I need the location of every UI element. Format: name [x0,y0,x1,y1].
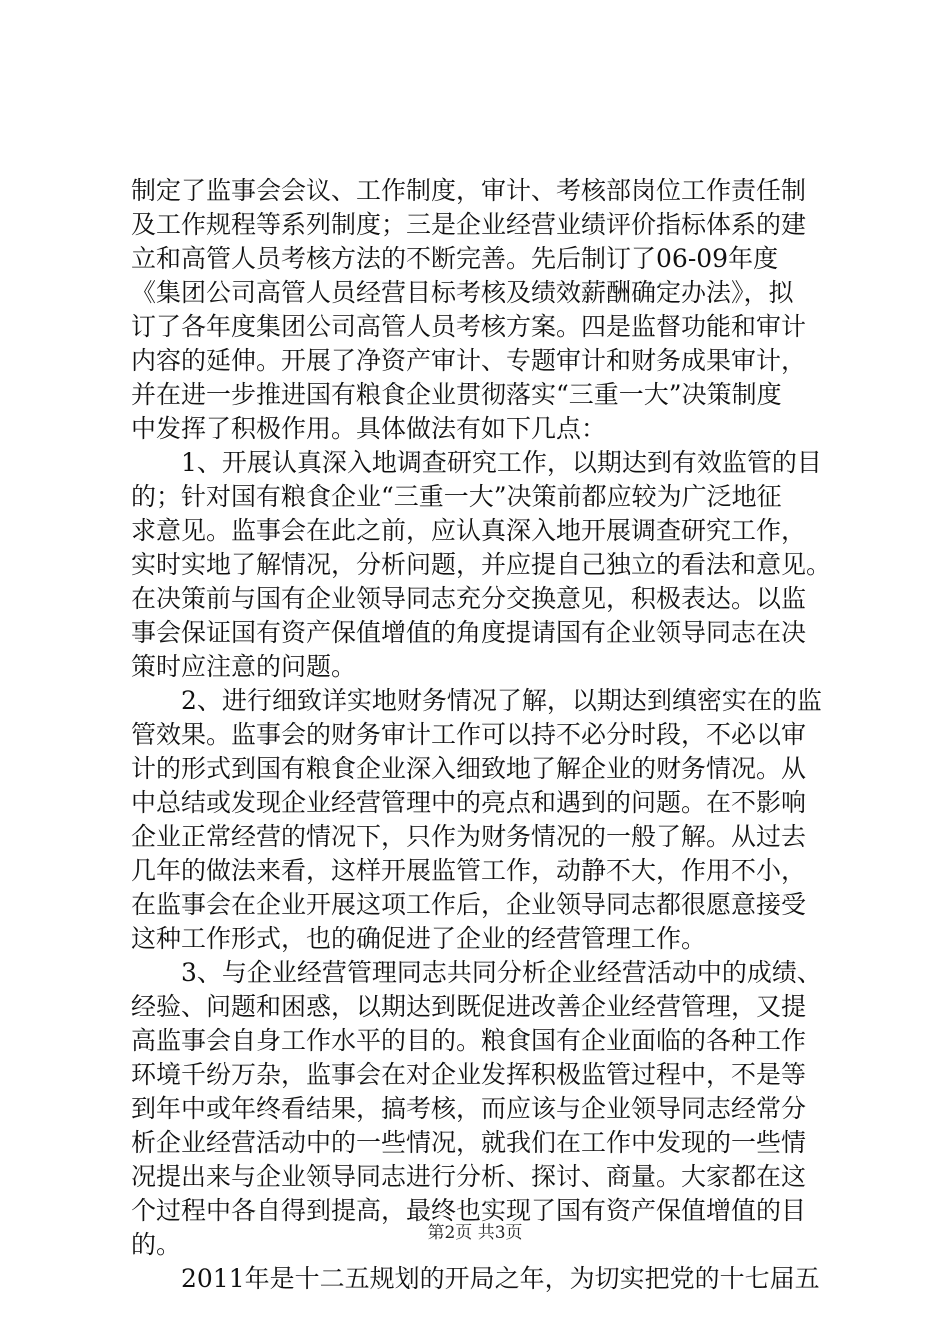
text-line: 这种工作形式，也的确促进了企业的经营管理工作。 [131,924,707,953]
text-line: 计的形式到国有粮食企业深入细致地了解企业的财务情况。从 [131,754,807,783]
text-line: 订了各年度集团公司高管人员考核方案。四是监督功能和审计 [131,312,807,341]
text-line: 制定了监事会会议、工作制度，审计、考核部岗位工作责任制 [131,176,807,205]
document-body [131,174,831,1296]
text-line: 的。 [131,1230,182,1259]
text-line: 并在进一步推进国有粮食企业贯彻落实“三重一大”决策制度 [131,380,782,409]
paragraph-start-line: 2、进行细致详实地财务情况了解，以期达到缜密实在的监 [181,686,822,715]
text-line: 经验、问题和困惑，以期达到既促进改善企业经营管理，又提 [131,992,807,1021]
text-line: 到年中或年终看结果，搞考核，而应该与企业领导同志经常分 [131,1094,807,1123]
text-line: 策时应注意的问题。 [131,652,357,681]
paragraph-start-line: 2011年是十二五规划的开局之年，为切实把党的十七届五 [181,1264,820,1293]
text-line: 事会保证国有资产保值增值的角度提请国有企业领导同志在决 [131,618,807,647]
text-line: 环境千纷万杂，监事会在对企业发挥积极监管过程中，不是等 [131,1060,807,1089]
text-line: 的；针对国有粮食企业“三重一大”决策前都应较为广泛地征 [131,482,782,511]
text-line: 况提出来与企业领导同志进行分析、探讨、商量。大家都在这 [131,1162,807,1191]
text-line: 实时实地了解情况，分析问题，并应提自己独立的看法和意见。 [131,550,832,579]
page-footer: 第2页 共3页 [427,1223,523,1243]
text-line: 中发挥了积极作用。具体做法有如下几点： [131,414,607,443]
text-line: 高监事会自身工作水平的目的。粮食国有企业面临的各种工作 [131,1026,807,1055]
text-line: 在监事会在企业开展这项工作后，企业领导同志都很愿意接受 [131,890,807,919]
paragraph-start-line: 3、与企业经营管理同志共同分析企业经营活动中的成绩、 [181,958,822,987]
text-line: 管效果。监事会的财务审计工作可以持不必分时段，不必以审 [131,720,807,749]
text-line: 企业正常经营的情况下，只作为财务情况的一般了解。从过去 [131,822,807,851]
text-line: 内容的延伸。开展了净资产审计、专题审计和财务成果审计， [131,346,807,375]
text-line: 及工作规程等系列制度；三是企业经营业绩评价指标体系的建 [131,210,807,239]
paragraph-start-line: 1、开展认真深入地调查研究工作，以期达到有效监管的目 [181,448,822,477]
text-line: 在决策前与国有企业领导同志充分交换意见，积极表达。以监 [131,584,807,613]
text-line: 个过程中各自得到提高，最终也实现了国有资产保值增值的目 [131,1196,807,1225]
text-line: 析企业经营活动中的一些情况，就我们在工作中发现的一些情 [131,1128,807,1157]
text-line: 《集团公司高管人员经营目标考核及绩效薪酬确定办法》，拟 [131,278,794,307]
text-line: 几年的做法来看，这样开展监管工作，动静不大，作用不小， [131,856,807,885]
text-line: 立和高管人员考核方法的不断完善。先后制订了06-09年度 [131,244,779,273]
text-line: 求意见。监事会在此之前，应认真深入地开展调查研究工作， [131,516,807,545]
text-line: 中总结或发现企业经营管理中的亮点和遇到的问题。在不影响 [131,788,807,817]
